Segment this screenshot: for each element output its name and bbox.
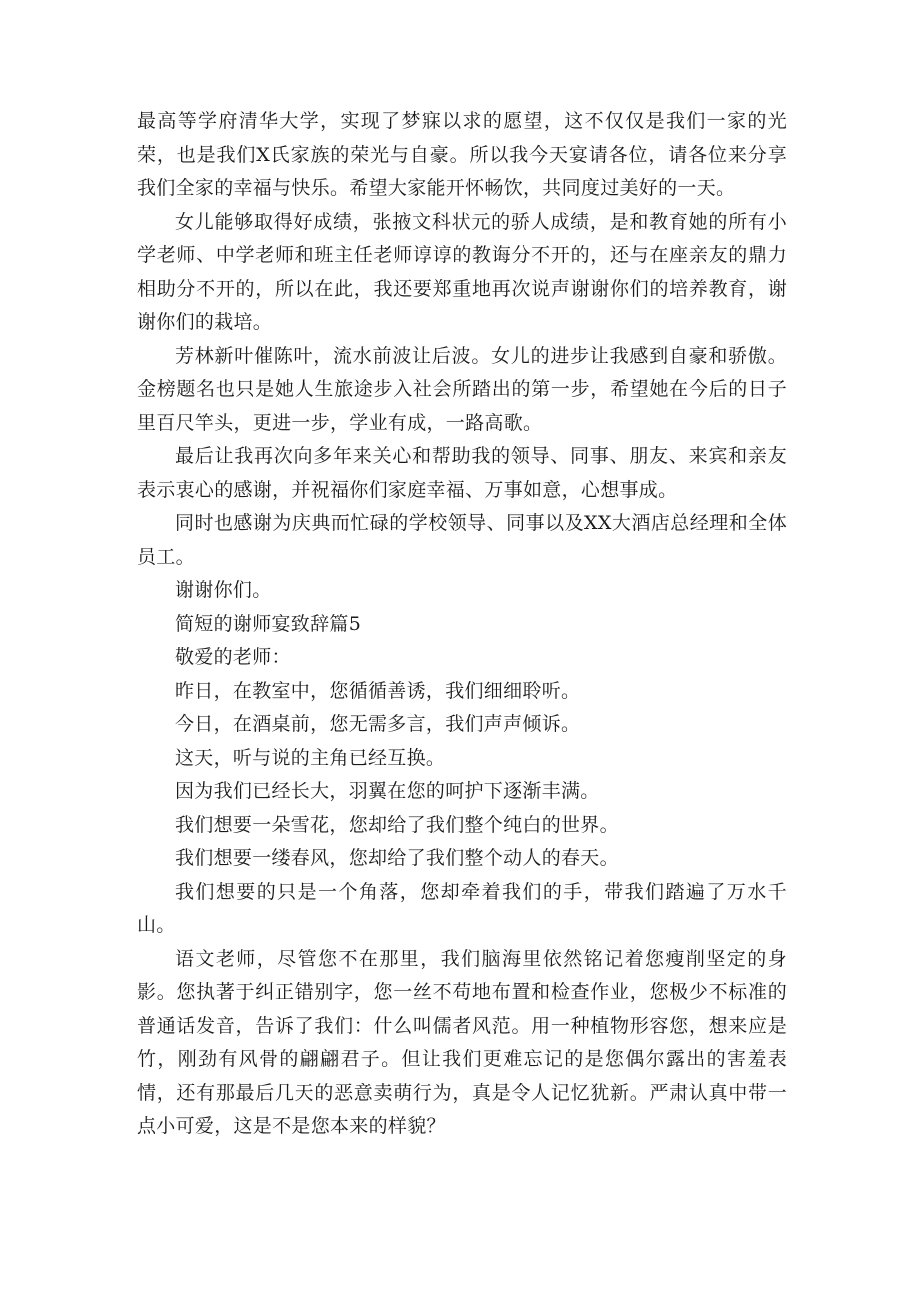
paragraph: 我们想要的只是一个角落，您却牵着我们的手，带我们踏遍了万水千山。 (137, 880, 787, 936)
paragraph: 因为我们已经长大，羽翼在您的呵护下逐渐丰满。 (175, 780, 600, 802)
paragraph: 语文老师，尽管您不在那里，我们脑海里依然铭记着您瘦削坚定的身影。您执著于纠正错别字，您一丝不苟地布置和检查作业，您极少不标准的普通话发音，告诉了我们：什么叫儒者风范。用一种植物形容您，想来应是竹，刚劲有风骨的翩翩君子。但让我们更难忘记的是您偶尔露出的害羞表情，还有那最后几天的恶意卖萌行为，真是令人记忆犹新。严肃认真中带一点小可爱，这是不是您本来的样貌？ (137, 947, 787, 1137)
paragraph: 我们想要一朵雪花，您却给了我们整个纯白的世界。 (175, 813, 619, 836)
paragraph: 今日，在酒桌前，您无需多言，我们声声倾诉。 (175, 713, 581, 735)
paragraph: 女儿能够取得好成绩，张掖文科状元的骄人成绩，是和教育她的所有小学老师、中学老师和班主任老师谆谆的教诲分不开的，还与在座亲友的鼎力相助分不开的，所以在此，我还要郑重地再次说声谢谢你们的培养教育，谢谢你们的栽培。 (137, 210, 787, 333)
paragraph: 这天，听与说的主角已经互换。 (175, 746, 446, 769)
section-heading: 简短的谢师宴致辞篇5 (175, 612, 362, 635)
paragraph: 我们想要一缕春风，您却给了我们整个动人的春天。 (175, 847, 619, 869)
paragraph: 最高等学府清华大学，实现了梦寐以求的愿望，这不仅仅是我们一家的光荣，也是我们X氏家族的荣光与自豪。所以我今天宴请各位，请各位来分享我们全家的幸福与快乐。希望大家能开怀畅饮，共同度过美好的一天。 (137, 110, 787, 199)
paragraph: 最后让我再次向多年来关心和帮助我的领导、同事、朋友、来宾和亲友表示衷心的感谢，并祝福你们家庭幸福、万事如意，心想事成。 (137, 445, 787, 501)
paragraph: 昨日，在教室中，您循循善诱，我们细细聆听。 (175, 679, 581, 702)
paragraph: 同时也感谢为庆典而忙碌的学校领导、同事以及XX大酒店总经理和全体员工。 (137, 512, 787, 568)
salutation: 敬爱的老师： (175, 646, 291, 668)
document-body (137, 105, 787, 1144)
paragraph: 谢谢你们。 (175, 579, 272, 601)
paragraph: 芳林新叶催陈叶，流水前波让后波。女儿的进步让我感到自豪和骄傲。金榜题名也只是她人生旅途步入社会所踏出的第一步，希望她在今后的日子里百尺竿头，更进一步，学业有成，一路高歌。 (137, 344, 787, 434)
